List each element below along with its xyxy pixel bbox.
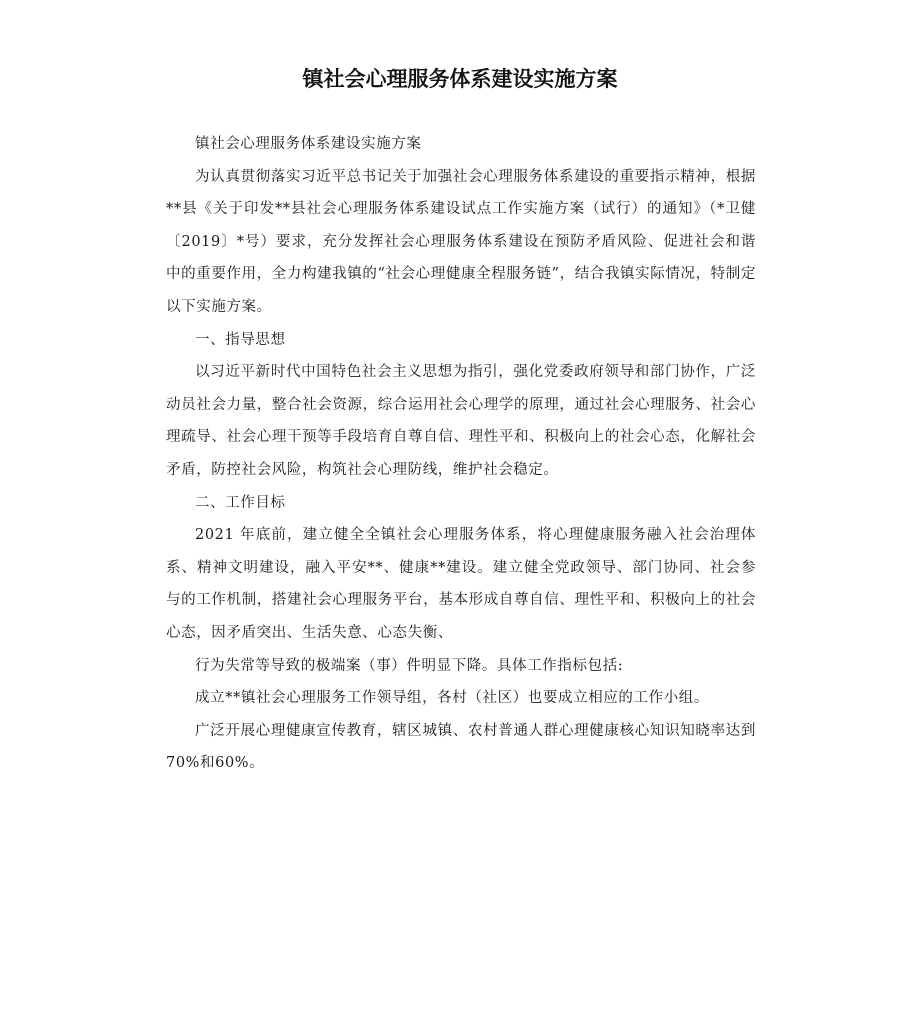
- indicator-paragraph-leadership-group: 成立**镇社会心理服务工作领导组，各村（社区）也要成立相应的工作小组。: [195, 690, 709, 707]
- section-heading-guiding-thought: 一、指导思想: [195, 331, 286, 348]
- guiding-thought-paragraph: 以习近平新时代中国特色社会主义思想为指引，强化党委政府领导和部门协作，广泛动员社会力量，整合社会资源，综合运用社会心理学的原理，通过社会心理服务、社会心理疏导、社会心理干预等手段培育自尊自信、理性平和、积极向上的社会心态，化解社会矛盾，防控社会风险，构筑社会心理防线，维护社会稳定。: [166, 364, 756, 478]
- work-goals-continuation-paragraph: 行为失常等导致的极端案（事）件明显下降。具体工作指标包括:: [195, 657, 624, 674]
- intro-paragraph: 为认真贯彻落实习近平总书记关于加强社会心理服务体系建设的重要指示精神，根据**县《关于印发**县社会心理服务体系建设试点工作实施方案（试行）的通知》（*卫健〔2019〕*号）要求，充分发挥社会心理服务体系建设在预防矛盾风险、促进社会和谐中的重要作用，全力构建我镇的“社会心理健康全程服务链”，结合我镇实际情况，特制定以下实施方案。: [166, 168, 756, 315]
- indicator-paragraph-awareness-rate: 广泛开展心理健康宣传教育，辖区城镇、农村普通人群心理健康核心知识知晓率达到70%和60%。: [166, 722, 756, 772]
- work-goals-paragraph: 2021 年底前，建立健全全镇社会心理服务体系，将心理健康服务融入社会治理体系、精神文明建设，融入平安**、健康**建设。建立健全党政领导、部门协同、社会参与的工作机制，搭建社会心理服务平台，基本形成自尊自信、理性平和、积极向上的社会心态，因矛盾突出、生活失意、心态失衡、: [166, 527, 756, 641]
- document-title: 镇社会心理服务体系建设实施方案: [302, 67, 618, 91]
- section-heading-work-goals: 二、工作目标: [195, 494, 286, 511]
- document-body: [166, 128, 756, 780]
- subtitle-paragraph: 镇社会心理服务体系建设实施方案: [195, 136, 422, 152]
